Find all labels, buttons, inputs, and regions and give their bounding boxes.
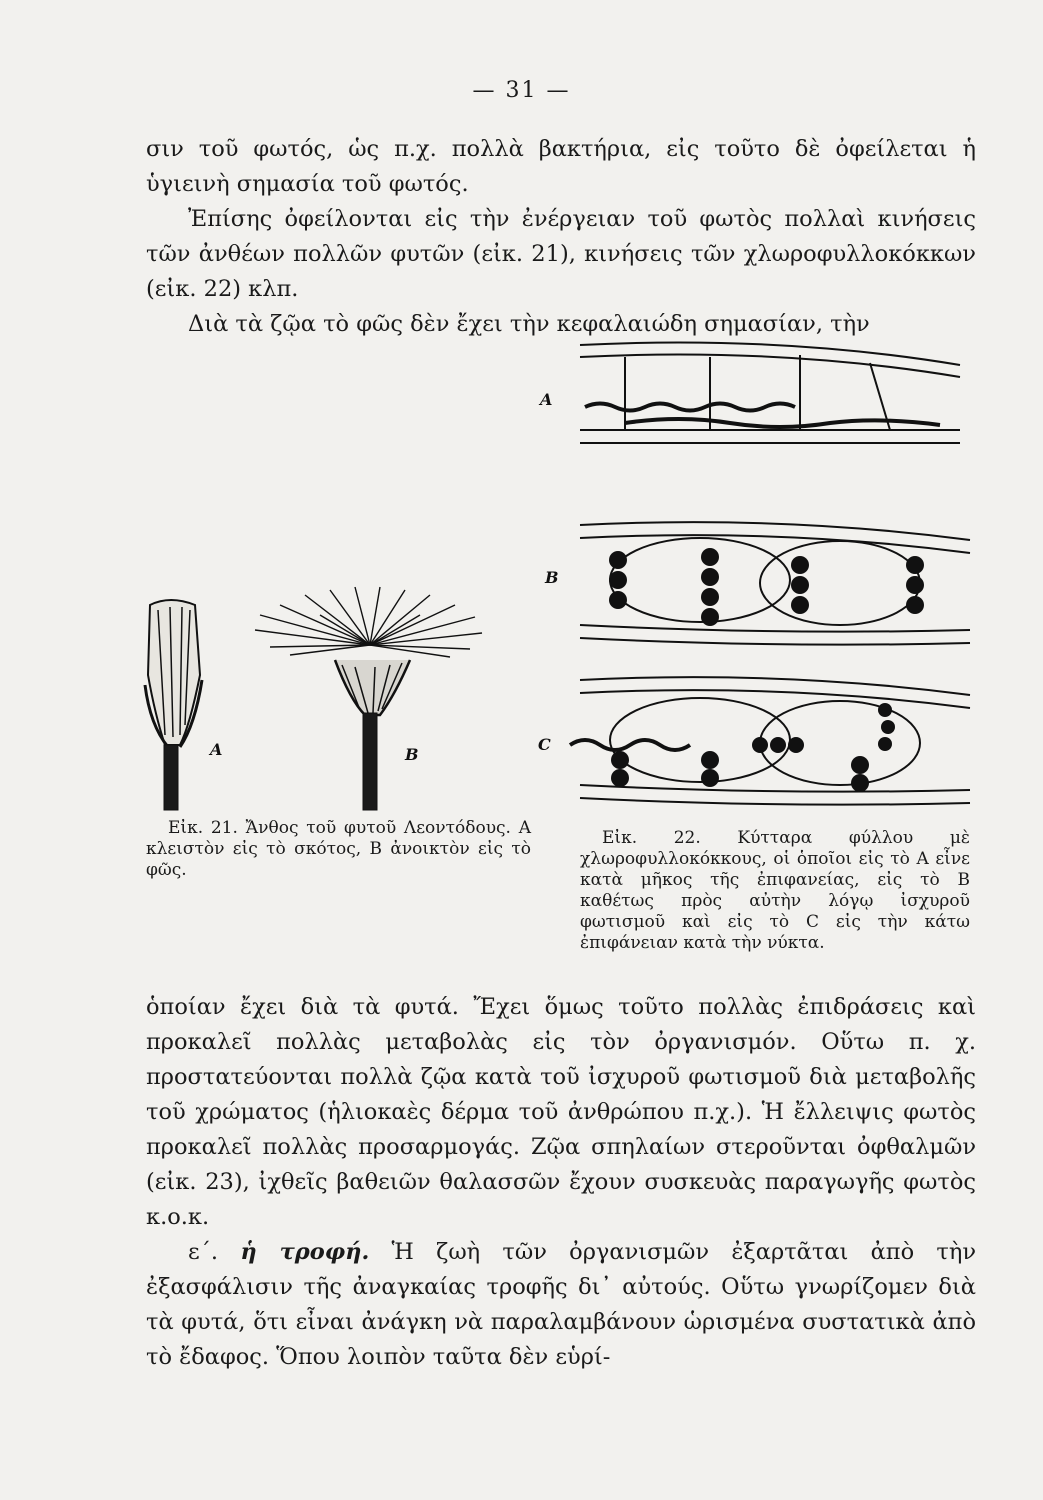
paragraph-2: Ἐπίσης ὀφείλονται εἰς τὴν ἐνέργειαν τοῦ φωτὸς πολλαὶ κινήσεις τῶν ἀνθέων πολλῶν φυτῶν (εἰκ. 21), κινήσεις τῶν χλωροφυλλοκόκκων (εἰκ. 22) κλπ. xyxy=(146,206,976,302)
cell-panel-c xyxy=(570,677,970,805)
page-number: — 31 — xyxy=(472,78,571,103)
paragraph-5 xyxy=(146,1235,976,1375)
figure-21-illustration xyxy=(120,585,560,815)
fig22-label-a: A xyxy=(540,390,553,409)
section-text: Ἡ ζωὴ τῶν ὀργανισμῶν ἐξαρτᾶται ἀπὸ τὴν ἐξασφάλισιν τῆς ἀναγκαίας τροφῆς δι᾽ αὐτούς. Οὕτω γνωρίζομεν διὰ τὰ φυτά, ὅτι εἶναι ἀνάγκη νὰ παραλαμβάνουν ὡρισμένα συστατικὰ ἀπὸ τὸ ἔδαφος. Ὅπου λοιπὸν ταῦτα δὲν εὑρί- xyxy=(146,1239,976,1370)
bottom-text xyxy=(146,990,976,1375)
open-flower xyxy=(255,587,482,810)
closed-flower xyxy=(145,600,202,810)
fig22-label-b: B xyxy=(545,568,559,587)
figure-21-caption: Εἰκ. 21. Ἄνθος τοῦ φυτοῦ Λεοντόδους. Α κλειστὸν εἰς τὸ σκότος, Β ἀνοικτὸν εἰς τὸ φῶς. xyxy=(146,818,531,880)
paragraph-1: σιν τοῦ φωτός, ὡς π.χ. πολλὰ βακτήρια, εἰς τοῦτο δὲ ὀφείλεται ἡ ὑγιεινὴ σημασία τοῦ φωτός. xyxy=(146,136,976,197)
fig21-label-b: B xyxy=(405,745,419,764)
paragraph-3: Διὰ τὰ ζῷα τὸ φῶς δὲν ἔχει τὴν κεφαλαιώδη σημασίαν, τὴν xyxy=(188,311,870,337)
fig21-label-a: A xyxy=(210,740,223,759)
fig22-label-c: C xyxy=(538,735,551,754)
cell-panel-b xyxy=(580,522,970,645)
figure-22-caption: Εἰκ. 22. Κύτταρα φύλλου μὲ χλωροφυλλοκόκκους, οἱ ὁποῖοι εἰς τὸ Α εἶνε κατὰ μῆκος τῆς ἐπιφανείας, εἰς τὸ Β καθέτως πρὸς αὐτὴν λόγῳ ἰσχυροῦ φωτισμοῦ καὶ εἰς τὸ C εἰς τὴν κάτω ἐπιφάνειαν κατὰ τὴν νύκτα. xyxy=(580,828,970,953)
figure-22-illustration xyxy=(530,335,980,820)
paragraph-4: ὁποίαν ἔχει διὰ τὰ φυτά. Ἔχει ὅμως τοῦτο πολλὰς ἐπιδράσεις καὶ προκαλεῖ πολλὰς μεταβολὰς εἰς τὸν ὀργανισμόν. Οὕτω π. χ. προστατεύονται πολλὰ ζῷα κατὰ τοῦ ἰσχυροῦ φωτισμοῦ διὰ μεταβολῆς τοῦ χρώματος (ἡλιοκαὲς δέρμα τοῦ ἀνθρώπου π.χ.). Ἡ ἔλλειψις φωτὸς προκαλεῖ πολλὰς προσαρμογάς. Ζῷα σπηλαίων στεροῦνται ὀφθαλμῶν (εἰκ. 23), ἰχθεῖς βαθειῶν θαλασσῶν ἔχουν συσκευὰς παραγωγῆς φωτὸς κ.ο.κ. xyxy=(146,994,976,1230)
cell-panel-a xyxy=(580,343,960,444)
section-heading: ἡ τροφή. xyxy=(240,1239,370,1265)
top-text xyxy=(146,132,976,342)
section-prefix: ε΄. xyxy=(188,1239,241,1265)
